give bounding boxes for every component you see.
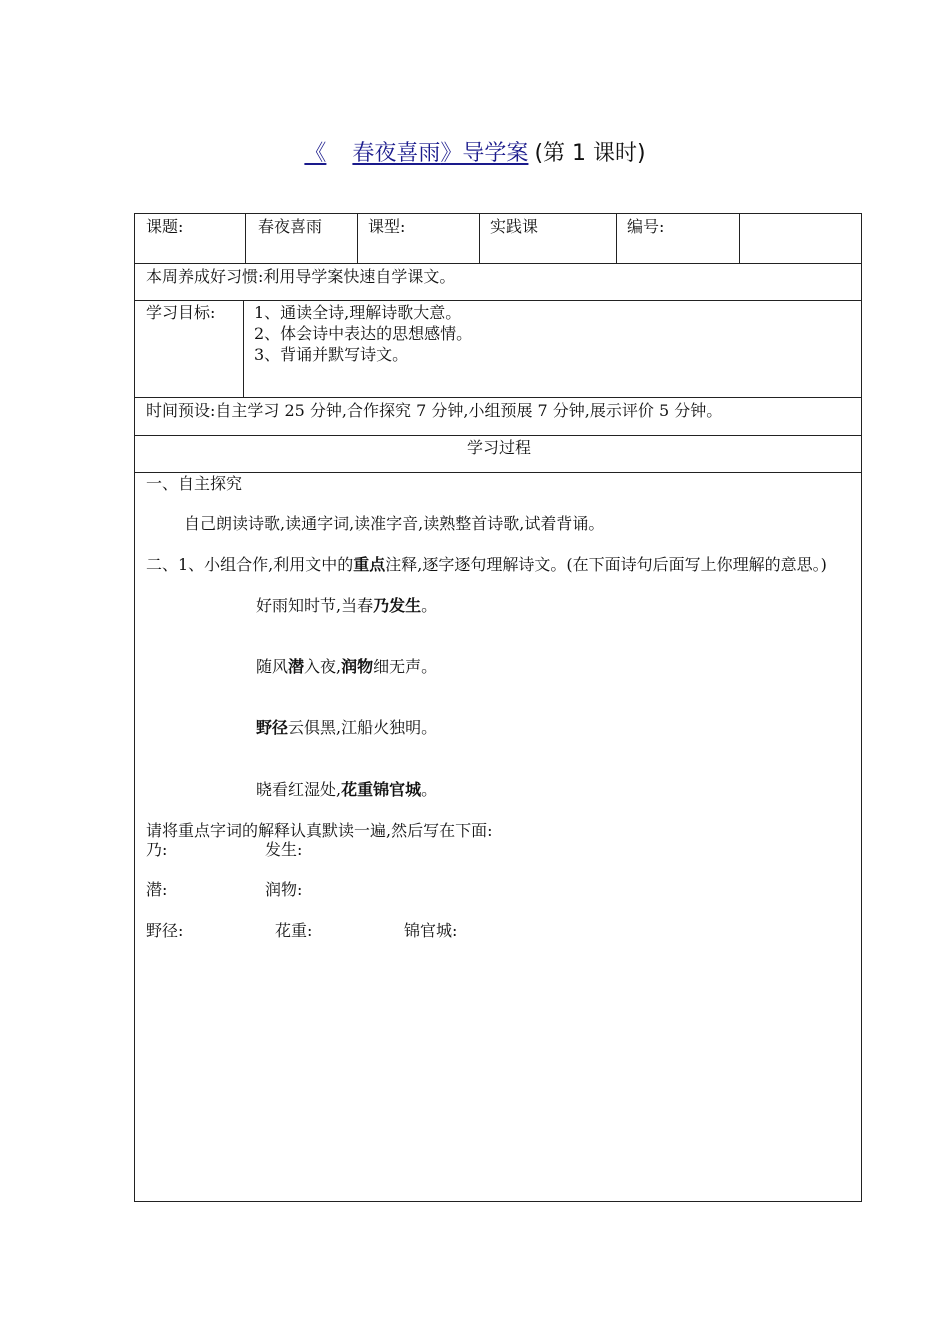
term-label: 润物:: [265, 880, 303, 899]
poem-line-2: 随风潜入夜,润物细无声。: [256, 657, 438, 676]
time-plan: 时间预设:自主学习 25 分钟,合作探究 7 分钟,小组预展 7 分钟,展示评价 5 分钟。: [146, 401, 723, 420]
poem-line-1: 好雨知时节,当春乃发生。: [256, 596, 438, 615]
goal-item: 1、通读全诗,理解诗歌大意。: [254, 303, 462, 322]
document-title: [0, 136, 950, 167]
topic-value: 春夜喜雨: [258, 217, 323, 236]
habit-text: 本周养成好习惯:利用导学案快速自学课文。: [146, 267, 456, 286]
col-divider: [243, 300, 244, 397]
type-label: 课型:: [368, 217, 406, 236]
row-divider: [135, 472, 861, 473]
process-title: 学习过程: [466, 438, 531, 457]
goal-item: 3、背诵并默写诗文。: [254, 345, 409, 364]
title-suffix: (第 1 课时): [534, 141, 646, 166]
row-divider: [135, 397, 861, 398]
section2-intro: 二、1、小组合作,利用文中的重点注释,逐字逐句理解诗文。(在下面诗句后面写上你理解的意思。): [146, 555, 827, 574]
term-label: 发生:: [265, 840, 303, 859]
section1-heading: 一、自主探究: [146, 474, 243, 493]
poem-line-3: 野径云俱黑,江船火独明。: [256, 718, 438, 737]
row-divider: [135, 263, 861, 264]
goal-item: 2、体会诗中表达的思想感情。: [254, 324, 473, 343]
term-label: 野径:: [146, 921, 184, 940]
term-label: 锦官城:: [404, 921, 458, 940]
col-divider: [616, 214, 617, 263]
col-divider: [479, 214, 480, 263]
worksheet-table: [134, 213, 862, 1202]
number-label: 编号:: [627, 217, 665, 236]
title-link[interactable]: 《 春夜喜雨》导学案: [304, 141, 529, 166]
type-value: 实践课: [490, 217, 539, 236]
term-label: 乃:: [146, 840, 168, 859]
section1-body: 自己朗读诗歌,读通字词,读准字音,读熟整首诗歌,试着背诵。: [184, 514, 605, 533]
col-divider: [357, 214, 358, 263]
term-label: 潜:: [146, 880, 168, 899]
topic-label: 课题:: [146, 217, 184, 236]
col-divider: [739, 214, 740, 263]
col-divider: [245, 214, 246, 263]
row-divider: [135, 435, 861, 436]
instruction-text: 请将重点字词的解释认真默读一遍,然后写在下面:: [146, 821, 493, 840]
goals-label: 学习目标:: [146, 303, 216, 322]
term-label: 花重:: [275, 921, 313, 940]
poem-line-4: 晓看红湿处,花重锦官城。: [256, 780, 438, 799]
